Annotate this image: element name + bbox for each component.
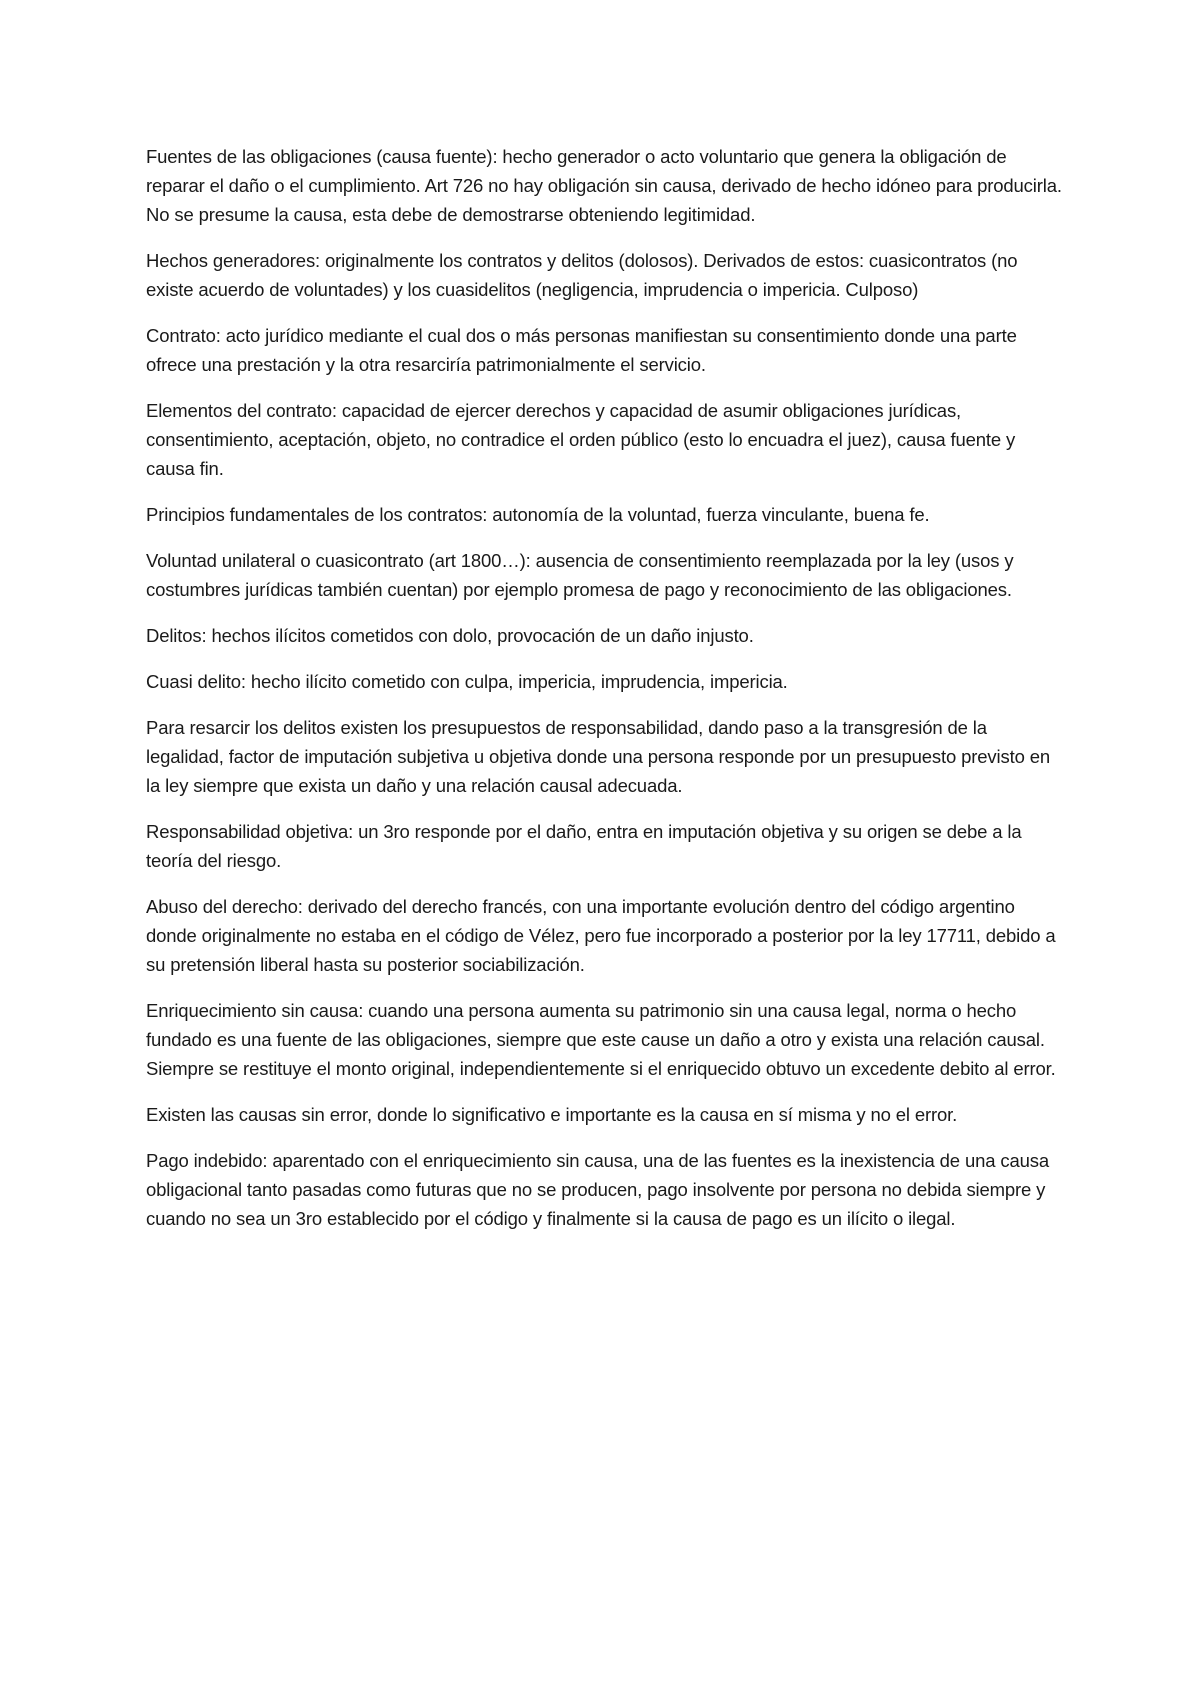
paragraph-voluntad-unilateral: Voluntad unilateral o cuasicontrato (art 1800…): ausencia de consentimiento reemplazada por la ley (usos y costumbres jurídicas también cuentan) por ejemplo promesa de pago y reconocimiento de las obligaciones. [146,550,1014,600]
paragraph-abuso-derecho: Abuso del derecho: derivado del derecho francés, con una importante evolución dentro del código argentino donde originalmente no estaba en el código de Vélez, pero fue incorporado a posterior por la ley 17711, debido a su pretensión liberal hasta su posterior sociabilización. [146,896,1056,975]
paragraph-enriquecimiento: Enriquecimiento sin causa: cuando una persona aumenta su patrimonio sin una causa legal, norma o hecho fundado es una fuente de las obligaciones, siempre que este cause un daño a otro y exista una relación causal. Siempre se restituye el monto original, independientemente si el enriquecido obtuvo un excedente debito al error. [146,1000,1056,1079]
document-body [146,142,1066,1250]
paragraph-resarcir: Para resarcir los delitos existen los presupuestos de responsabilidad, dando paso a la transgresión de la legalidad, factor de imputación subjetiva u objetiva donde una persona responde por un presupuesto previsto en la ley siempre que exista un daño y una relación causal adecuada. [146,717,1050,796]
paragraph-pago-indebido: Pago indebido: aparentado con el enriquecimiento sin causa, una de las fuentes es la inexistencia de una causa obligacional tanto pasadas como futuras que no se producen, pago insolvente por persona no debida siempre y cuando no sea un 3ro establecido por el código y finalmente si la causa de pago es un ilícito o ilegal. [146,1150,1049,1229]
paragraph-causas-sin-error: Existen las causas sin error, donde lo significativo e importante es la causa en sí misma y no el error. [146,1104,958,1125]
paragraph-elementos-contrato: Elementos del contrato: capacidad de ejercer derechos y capacidad de asumir obligaciones jurídicas, consentimiento, aceptación, objeto, no contradice el orden público (esto lo encuadra el juez), causa fuente y causa fin. [146,400,1016,479]
paragraph-delitos: Delitos: hechos ilícitos cometidos con dolo, provocación de un daño injusto. [146,625,754,646]
paragraph-responsabilidad-objetiva: Responsabilidad objetiva: un 3ro responde por el daño, entra en imputación objetiva y su origen se debe a la teoría del riesgo. [146,821,1022,871]
paragraph-principios: Principios fundamentales de los contratos: autonomía de la voluntad, fuerza vinculante, buena fe. [146,504,930,525]
paragraph-cuasi-delito: Cuasi delito: hecho ilícito cometido con culpa, impericia, imprudencia, impericia. [146,671,788,692]
paragraph-contrato: Contrato: acto jurídico mediante el cual dos o más personas manifiestan su consentimiento donde una parte ofrece una prestación y la otra resarciría patrimonialmente el servicio. [146,325,1017,375]
paragraph-fuentes: Fuentes de las obligaciones (causa fuente): hecho generador o acto voluntario que genera la obligación de reparar el daño o el cumplimiento. Art 726 no hay obligación sin causa, derivado de hecho idóneo para producirla. No se presume la causa, esta debe de demostrarse obteniendo legitimidad. [146,146,1062,225]
paragraph-hechos-generadores: Hechos generadores: originalmente los contratos y delitos (dolosos). Derivados de estos: cuasicontratos (no existe acuerdo de voluntades) y los cuasidelitos (negligencia, imprudencia o impericia. Culposo) [146,250,1018,300]
